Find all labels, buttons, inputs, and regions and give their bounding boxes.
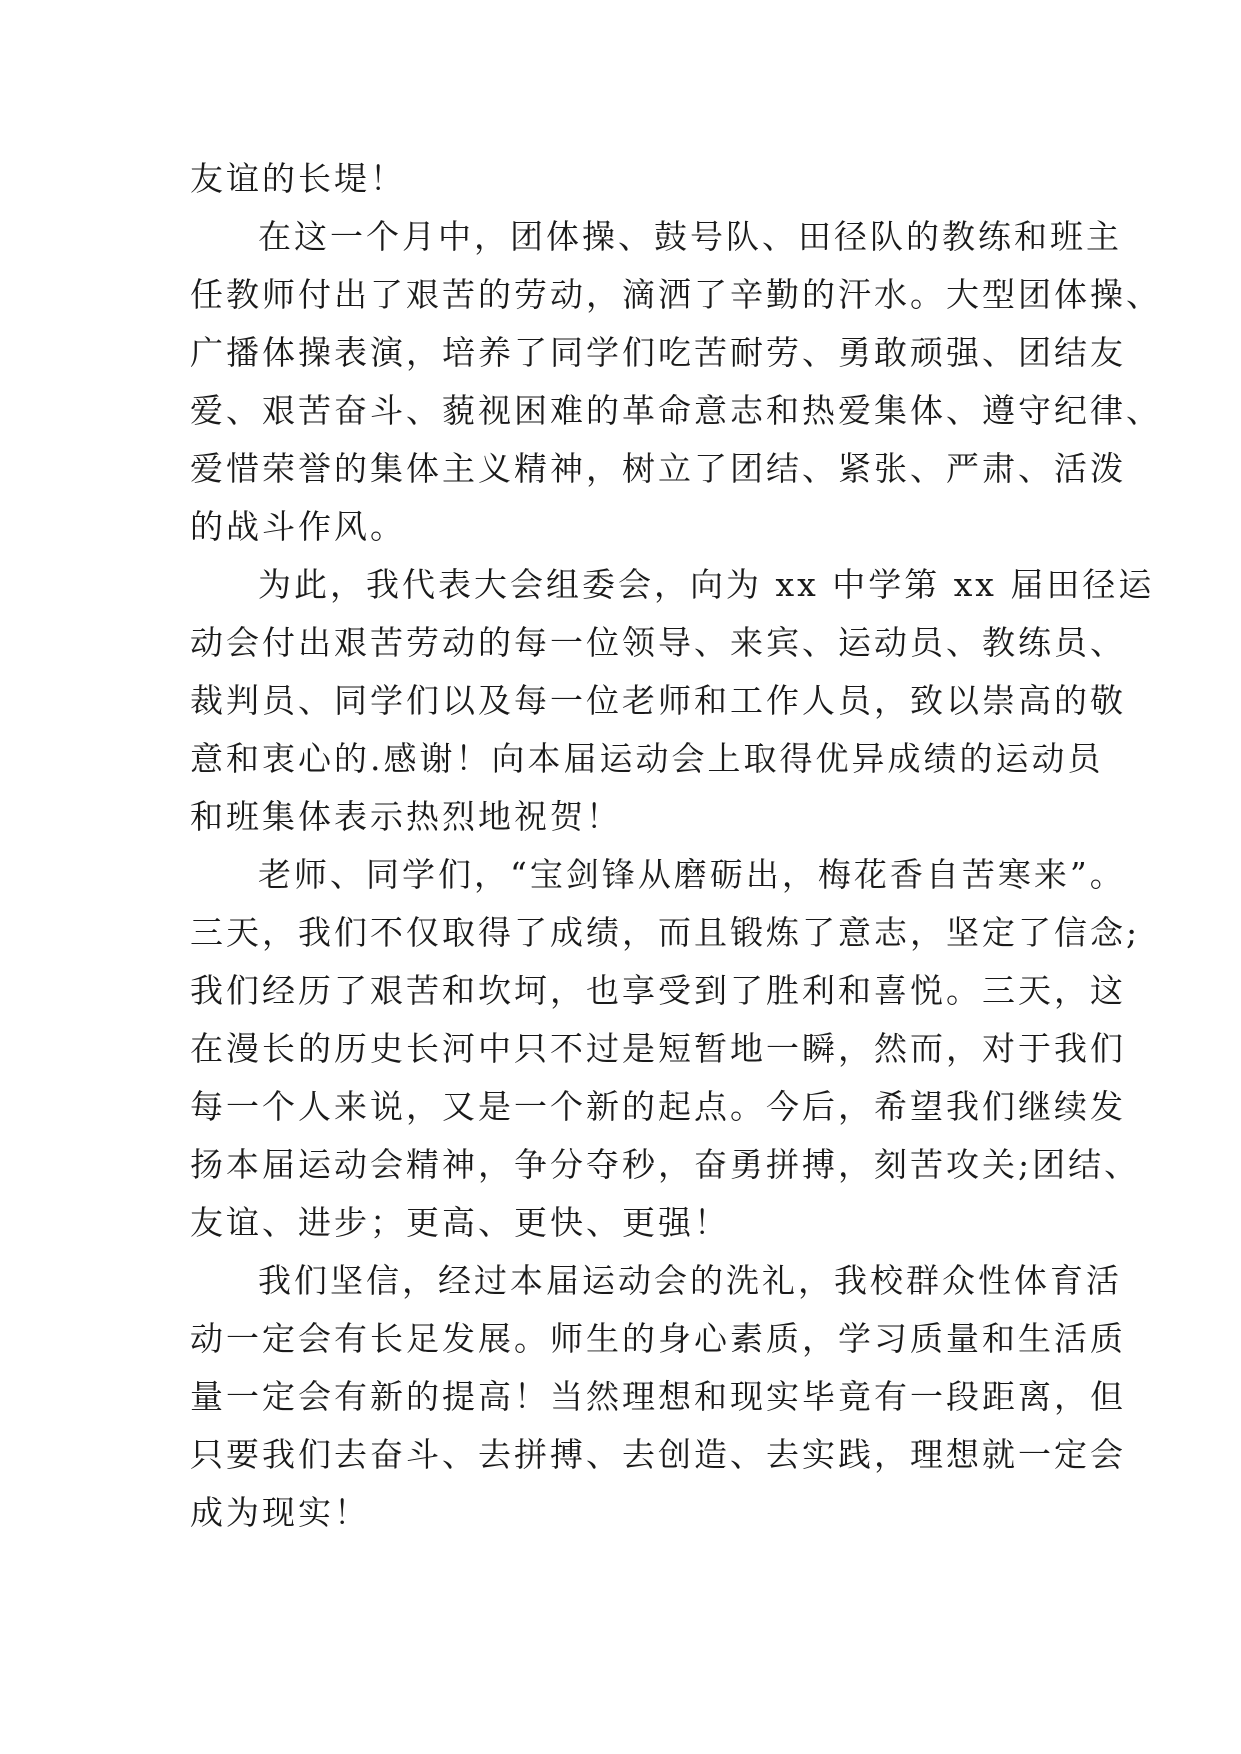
text-line: 广播体操表演，培养了同学们吃苦耐劳、勇敢顽强、团结友: [190, 333, 1126, 372]
document-body: [190, 150, 1162, 1542]
text-line: 爱、艰苦奋斗、藐视困难的革命意志和热爱集体、遵守纪律、: [190, 391, 1162, 430]
text-line: 友谊的长堤！: [190, 159, 406, 198]
text-line: 成为现实！: [190, 1493, 370, 1532]
text-line: 老师、同学们，“宝剑锋从磨砺出，梅花香自苦寒来”。: [258, 855, 1126, 894]
text-line: 三天，我们不仅取得了成绩，而且锻炼了意志，坚定了信念;: [190, 913, 1141, 952]
text-line: 我们坚信，经过本届运动会的洗礼，我校群众性体育活: [258, 1261, 1122, 1300]
text-line: 量一定会有新的提高！当然理想和现实毕竟有一段距离，但: [190, 1377, 1126, 1416]
text-line: 爱惜荣誉的集体主义精神，树立了团结、紧张、严肃、活泼: [190, 449, 1126, 488]
text-line: 为此，我代表大会组委会，向为 xx 中学第 xx 届田径运: [258, 565, 1155, 604]
text-line: 扬本届运动会精神，争分夺秒，奋勇拼搏，刻苦攻关;团结、: [190, 1145, 1141, 1184]
text-line: 只要我们去奋斗、去拼搏、去创造、去实践，理想就一定会: [190, 1435, 1126, 1474]
text-line: 裁判员、同学们以及每一位老师和工作人员，致以崇高的敬: [190, 681, 1126, 720]
text-line: 意和衷心的.感谢！向本届运动会上取得优异成绩的运动员: [190, 739, 1104, 778]
text-line: 在这一个月中，团体操、鼓号队、田径队的教练和班主: [258, 217, 1122, 256]
text-line: 动一定会有长足发展。师生的身心素质，学习质量和生活质: [190, 1319, 1126, 1358]
text-line: 动会付出艰苦劳动的每一位领导、来宾、运动员、教练员、: [190, 623, 1126, 662]
text-line: 每一个人来说，又是一个新的起点。今后，希望我们继续发: [190, 1087, 1126, 1126]
text-line: 任教师付出了艰苦的劳动，滴洒了辛勤的汗水。大型团体操、: [190, 275, 1162, 314]
text-line: 在漫长的历史长河中只不过是短暂地一瞬，然而，对于我们: [190, 1029, 1126, 1068]
text-line: 和班集体表示热烈地祝贺！: [190, 797, 622, 836]
text-line: 友谊、进步；更高、更快、更强！: [190, 1203, 730, 1242]
text-line: 我们经历了艰苦和坎坷，也享受到了胜利和喜悦。三天，这: [190, 971, 1126, 1010]
text-line: 的战斗作风。: [190, 507, 406, 546]
